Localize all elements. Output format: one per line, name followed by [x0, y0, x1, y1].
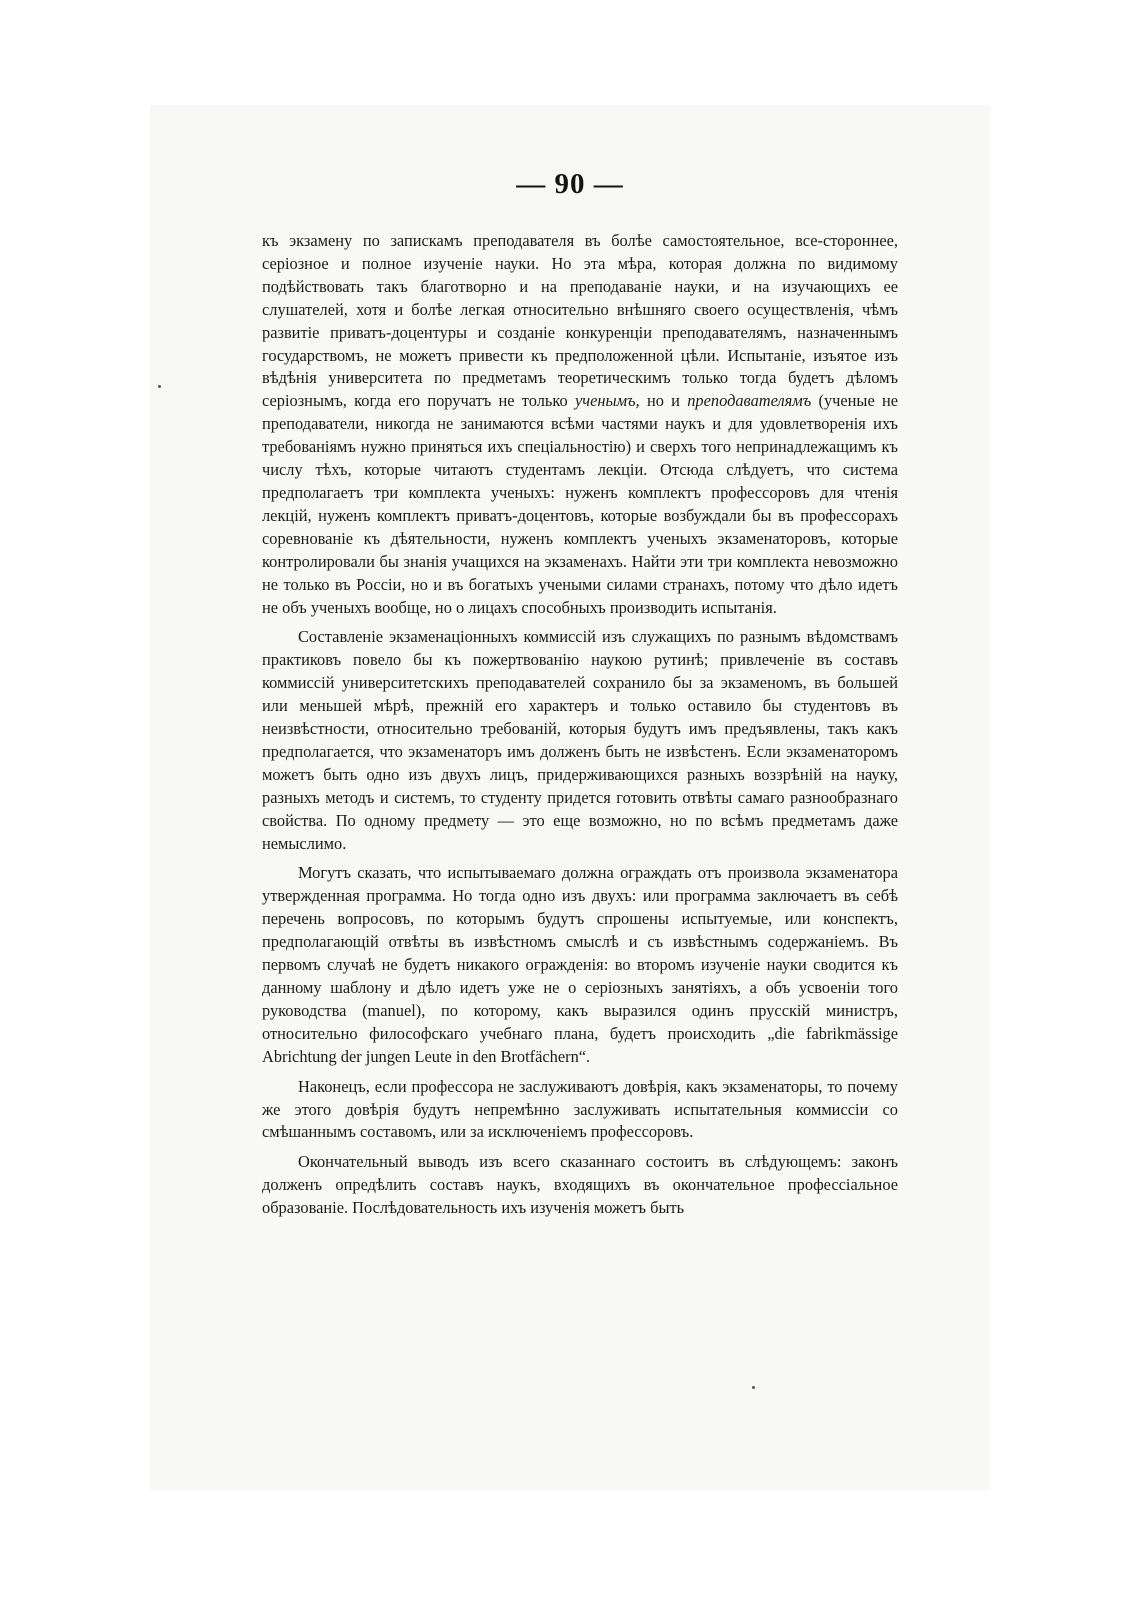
paragraph-1-text-middle: но и [646, 391, 680, 411]
paragraph-1-text-start: къ экзамену по запискамъ преподавателя въ болѣе самостоятельное, все-стороннее, серіозное и полное изученіе науки. Но эта мѣра, которая должна по видимому подѣйствовать такъ благотворно и на преподаваніе науки, и на изучающихъ ее слушателей, хотя и болѣе легкая относительно внѣшняго своего осуществленія, чѣмъ развитіе приватъ-доцентуры и созданіе конкуренціи преподавателямъ, назначеннымъ государствомъ, не можетъ привести къ предположенной цѣли. Испытаніе, изъятое изъ вѣдѣнія университета по предметамъ теоретическимъ только тогда будетъ дѣломъ серіознымъ, когда его поручатъ не только [262, 231, 898, 411]
paragraph-3 [262, 862, 898, 1068]
paragraph-5: Окончательный выводъ изъ всего сказаннаго состоитъ въ слѣдующемъ: законъ долженъ опредѣлить составъ наукъ, входящихъ въ окончательное профессіальное образованіе. Послѣдовательность ихъ изученія можетъ быть [262, 1152, 898, 1218]
scan-speck [752, 1386, 755, 1389]
german-quote: „die fabrikmässige Abrichtung der jungen Leute in den Brotfächern“. [262, 1023, 898, 1066]
paragraph-1-text-end: (ученые не преподаватели, никогда не занимаются всѣми частями наукъ и для удовлетворенія ихъ требованіямъ нужно приняться ихъ спеціальностію) и сверхъ того непринадлежащимъ къ числу тѣхъ, которые читаютъ студентамъ лекціи. Отсюда слѣдуетъ, что система предполагаетъ три комплекта ученыхъ: нуженъ комплектъ профессоровъ для чтенія лекцій, нуженъ комплектъ приватъ-доцентовъ, которые возбуждали бы въ профессорахъ соревнованіе къ дѣятельности, нуженъ комплектъ ученыхъ экзаменаторовъ, которые контролировали бы знанія учащихся на экзаменахъ. Найти эти три комплекта невозможно не только въ Россіи, но и въ богатыхъ учеными силами странахъ, потому что дѣло идетъ не объ ученыхъ вообще, но о лицахъ способныхъ производить испытанія. [262, 391, 899, 617]
emphasis-teachers: преподавателямъ [687, 391, 812, 411]
page-number: — 90 — [516, 168, 624, 200]
paragraph-4: Наконецъ, если профессора не заслуживаютъ довѣрія, какъ экзаменаторы, то почему же этого довѣрія будутъ непремѣнно заслуживать испытательныя коммиссіи со смѣшаннымъ составомъ, или за исключеніемъ профессоровъ. [262, 1076, 898, 1142]
body-text [262, 230, 898, 1227]
emphasis-scholars: ученымъ, [574, 391, 640, 411]
paragraph-2: Составленіе экзаменаціонныхъ коммиссій изъ служащихъ по разнымъ вѣдомствамъ практиковъ повело бы къ пожертвованію наукою рутинѣ; привлеченіе въ составъ коммиссій университетскихъ преподавателей сохранило бы за экзаменомъ, въ большей или меньшей мѣрѣ, прежній его характеръ и только оставило бы студентовъ въ неизвѣстности, относительно требованій, которыя будутъ имъ предъявлены, такъ какъ предполагается, что экзаменаторъ имъ долженъ быть не извѣстенъ. Если экзаменаторомъ можетъ быть одно изъ двухъ лицъ, придерживающихся разныхъ воззрѣній на науку, разныхъ методъ и системъ, то студенту придется готовить отвѣты самаго разнообразнаго свойства. По одному предмету — это еще возможно, но по всѣмъ предметамъ даже немыслимо. [262, 627, 898, 853]
paragraph-1 [262, 230, 898, 619]
scan-speck [158, 385, 161, 388]
paragraph-3-text: Могутъ сказать, что испытываемаго должна ограждать отъ произвола экзаменатора утвержденная программа. Но тогда одно изъ двухъ: или программа заключаетъ въ себѣ перечень вопросовъ, по которымъ будутъ спрошены испытуемые, или конспектъ, предполагающій отвѣты въ извѣстномъ смыслѣ и съ извѣстнымъ содержаніемъ. Въ первомъ случаѣ не будетъ никакого огражденія: во второмъ изученіе науки сводится къ данному шаблону и дѣло идетъ уже не о серіозныхъ занятіяхъ, а объ усвоеніи того руководства (manuel), по которому, какъ выразился одинъ прусскій министръ, относительно философскаго учебнаго плана, будетъ происходить [262, 863, 898, 1043]
